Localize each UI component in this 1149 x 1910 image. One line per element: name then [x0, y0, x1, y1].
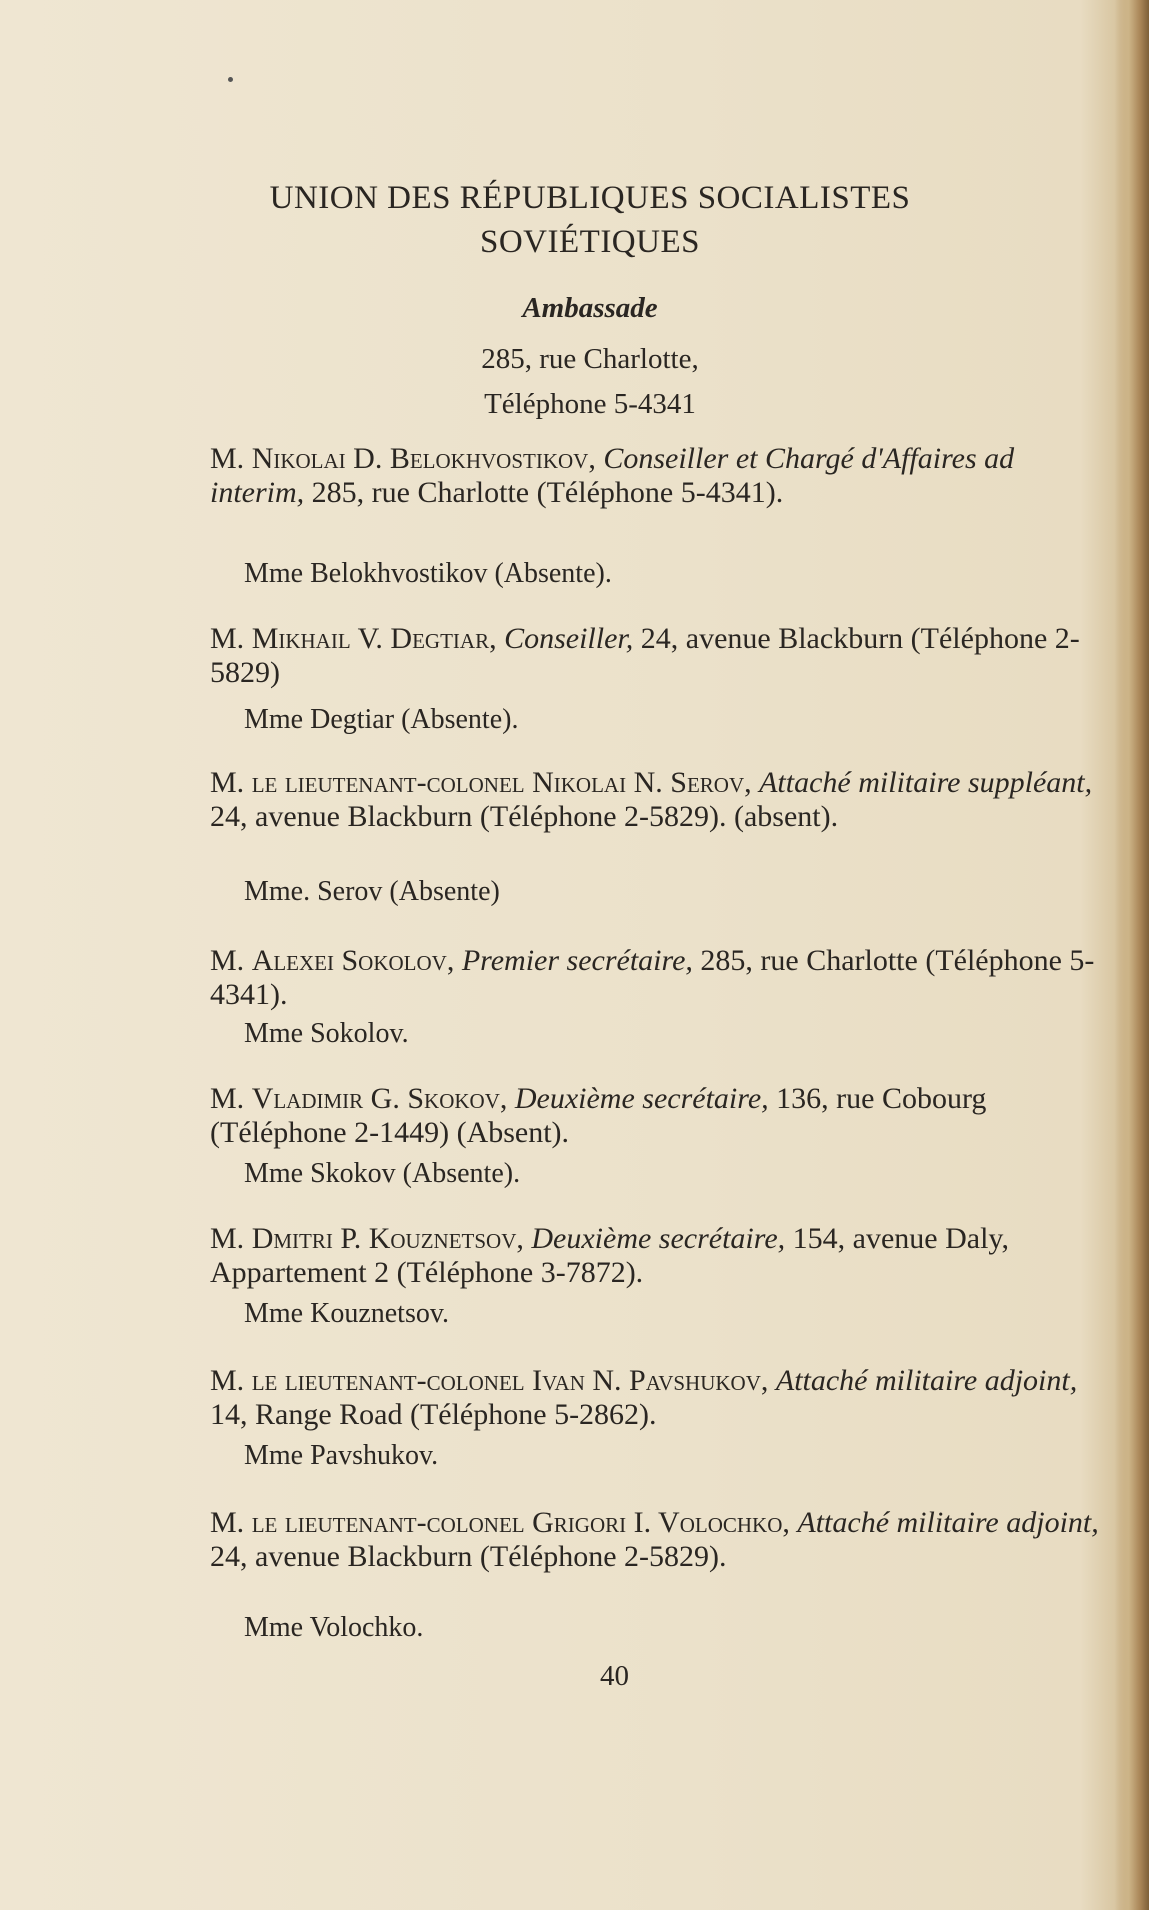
subheading: Ambassade [522, 292, 658, 324]
page-edge [1115, 0, 1149, 1910]
entry-2: M. Mikhail V. Degtiar, Conseiller, 24, avenue Blackburn (Téléphone 2-5829) [210, 622, 1080, 689]
spouse-1: Mme Belokhvostikov (Absente). [244, 558, 612, 589]
entry-5: M. Vladimir G. Skokov, Deuxième secrétaire, 136, rue Cobourg (Téléphone 2-1449) (Absent). [210, 1082, 987, 1149]
spouse-7: Mme Pavshukov. [244, 1440, 439, 1471]
spouse-8: Mme Volochko. [244, 1612, 424, 1643]
entry-8: M. le lieutenant-colonel Grigori I. Volochko, Attaché militaire adjoint, 24, avenue Blackburn (Téléphone 2-5829). [210, 1506, 1099, 1573]
spouse-6: Mme Kouznetsov. [244, 1298, 450, 1329]
entry-6: M. Dmitri P. Kouznetsov, Deuxième secrétaire, 154, avenue Daly, Appartement 2 (Téléphone 3-7872). [210, 1222, 1009, 1289]
page-number: 40 [600, 1660, 629, 1692]
embassy-phone: Téléphone 5-4341 [484, 388, 696, 420]
speck [228, 77, 233, 82]
spouse-5: Mme Skokov (Absente). [244, 1158, 521, 1189]
embassy-address: 285, rue Charlotte, [481, 343, 699, 375]
spouse-2: Mme Degtiar (Absente). [244, 704, 519, 735]
entry-4: M. Alexei Sokolov, Premier secrétaire, 285, rue Charlotte (Téléphone 5-4341). [210, 944, 1095, 1011]
entry-7: M. le lieutenant-colonel Ivan N. Pavshukov, Attaché militaire adjoint, 14, Range Road (Téléphone 5-2862). [210, 1364, 1078, 1431]
spouse-3: Mme. Serov (Absente) [244, 876, 500, 907]
entry-1: M. Nikolai D. Belokhvostikov, Conseiller et Chargé d'Affaires ad interim, 285, rue Charlotte (Téléphone 5-4341). [210, 442, 1015, 509]
spouse-4: Mme Sokolov. [244, 1018, 409, 1049]
heading-line-2: SOVIÉTIQUES [480, 224, 700, 260]
entry-3: M. le lieutenant-colonel Nikolai N. Serov, Attaché militaire suppléant, 24, avenue Blackburn (Téléphone 2-5829). (absent). [210, 766, 1093, 833]
heading-line-1: UNION DES RÉPUBLIQUES SOCIALISTES [269, 180, 911, 216]
